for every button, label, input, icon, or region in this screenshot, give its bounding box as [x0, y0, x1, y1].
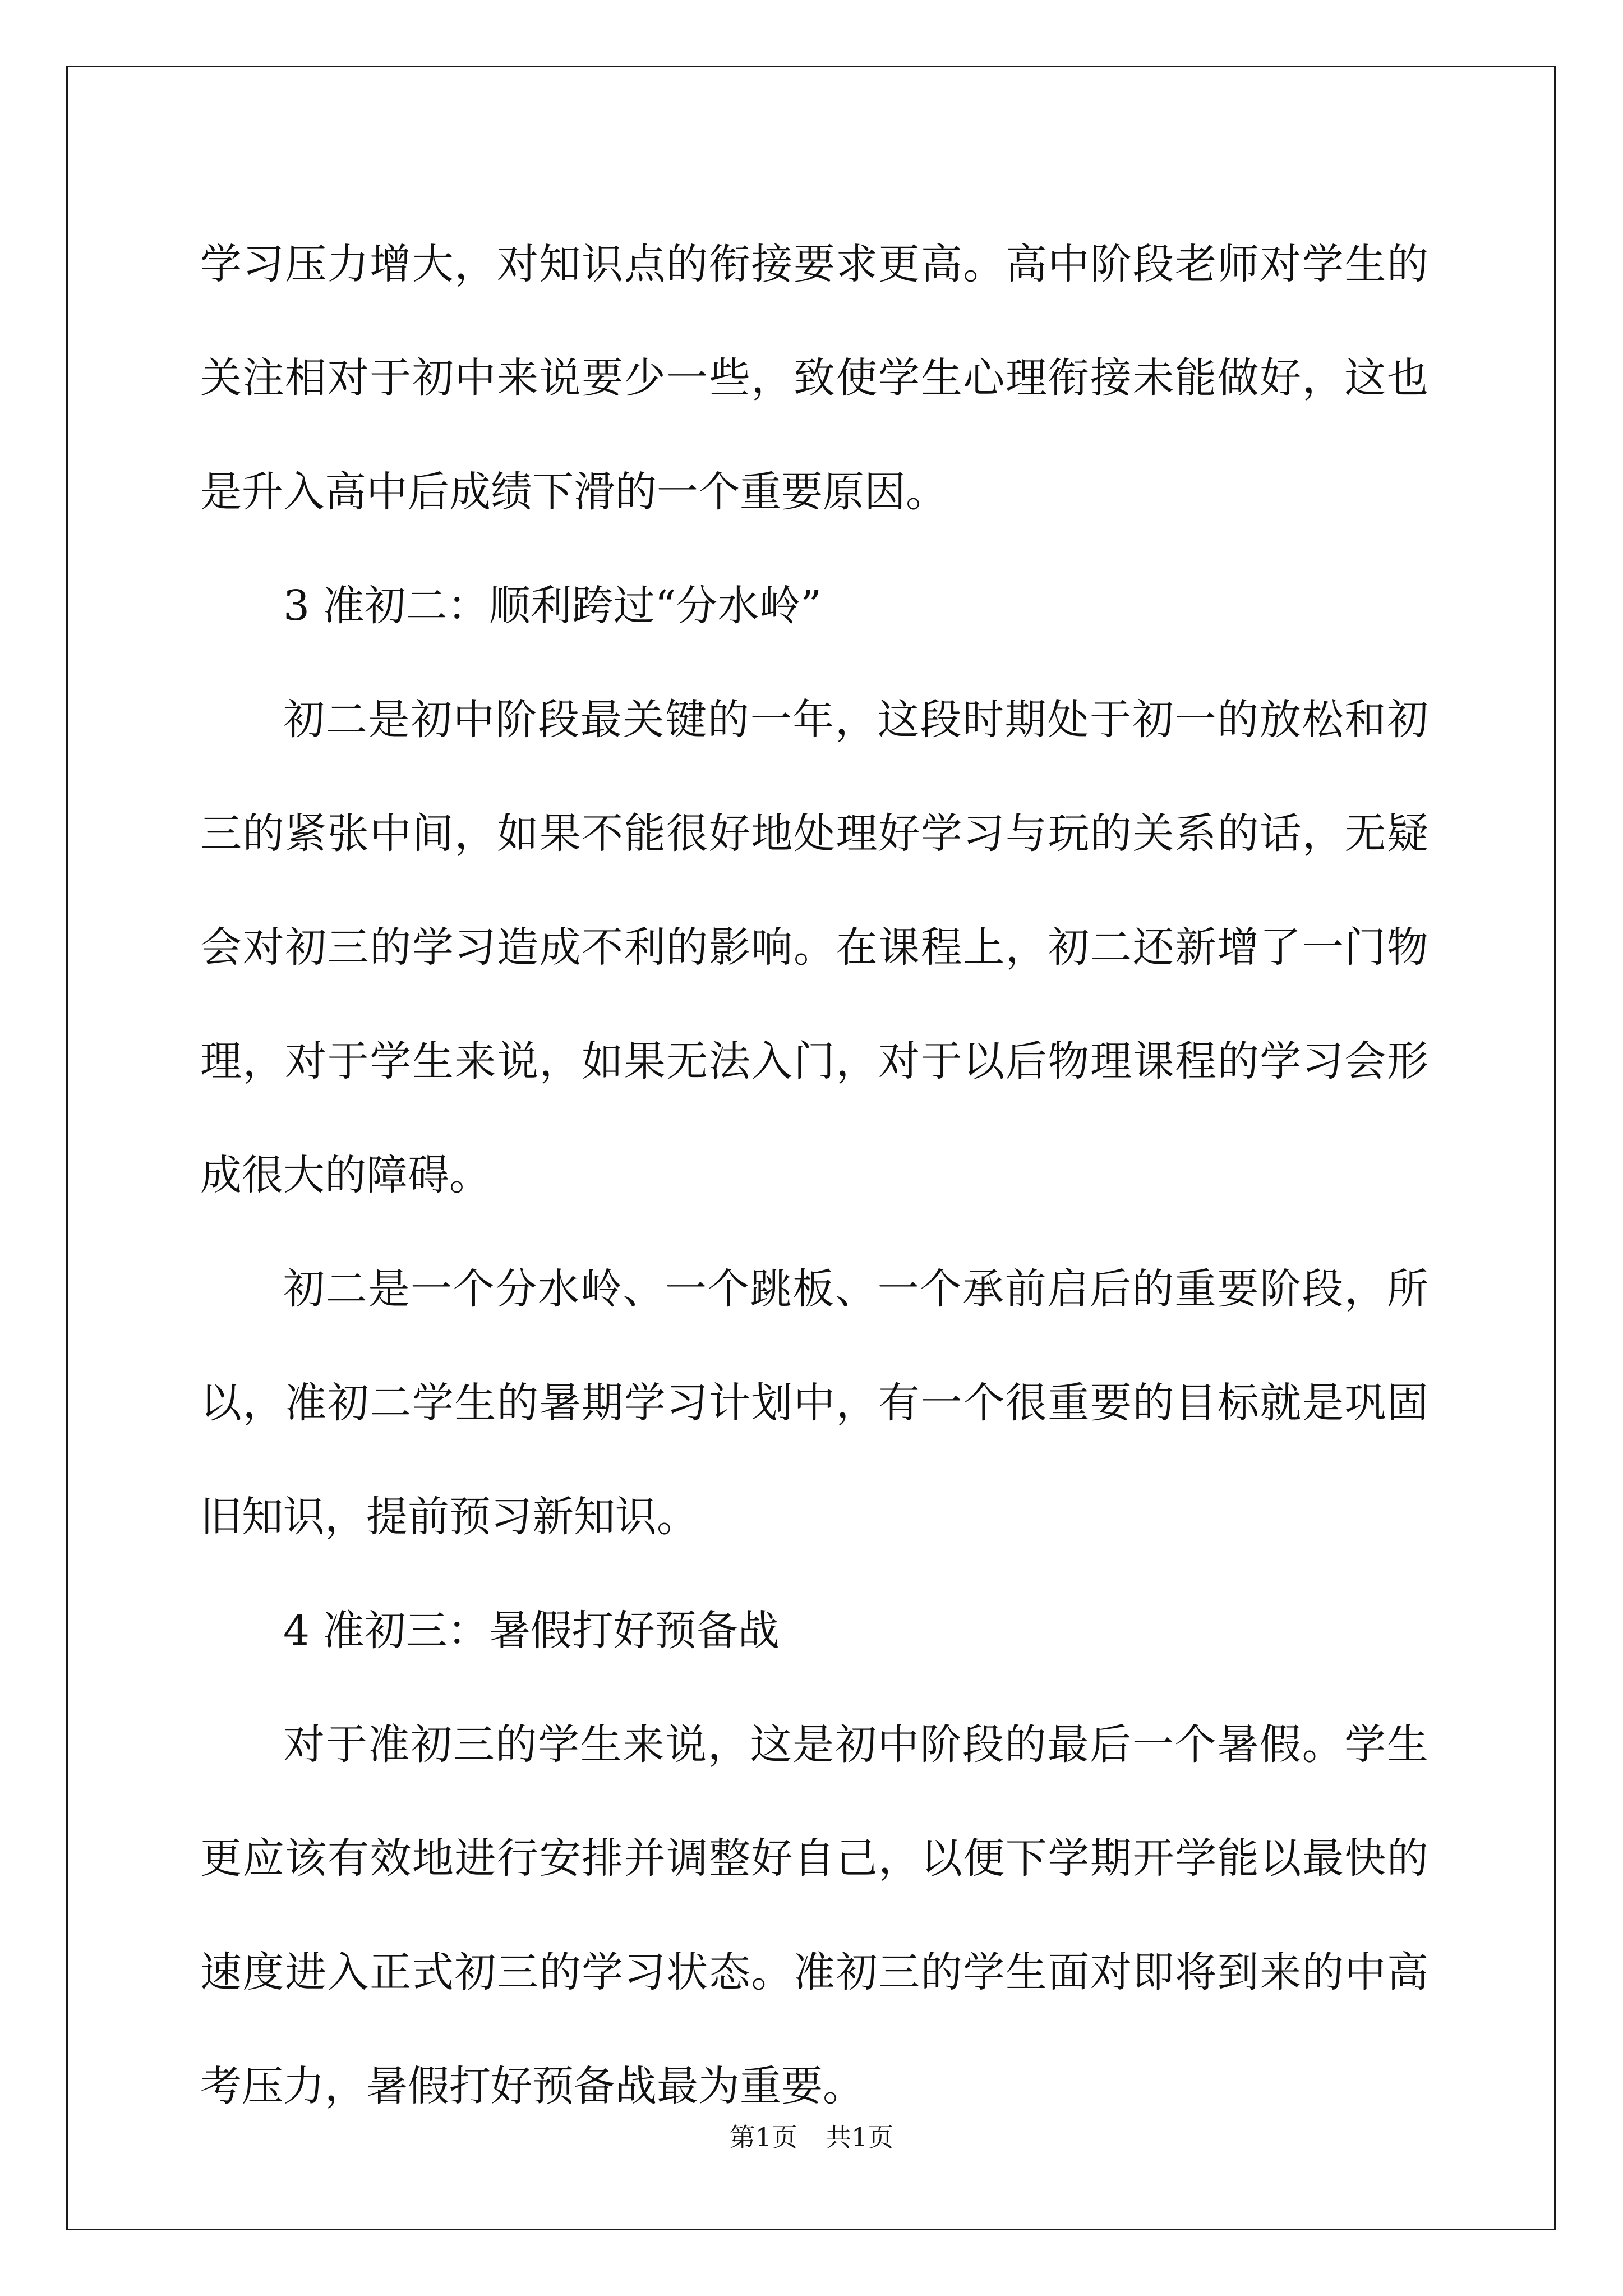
page-number: 第1页: [729, 2122, 797, 2152]
section-heading-3: 3 准初二：顺利跨过“分水岭”: [283, 582, 822, 630]
paragraph: 初二是初中阶段最关键的一年，这段时期处于初一的放松和初三的紧张中间，如果不能很好地处理好学习与玩的关系的话，无疑会对初三的学习造成不利的影响。在课程上，初二还新增了一门物理，对于学生来说，如果无法入门，对于以后物理课程的学习会形成很大的障碍。: [200, 696, 1428, 1199]
section-heading-4: 4 准初三：暑假打好预备战: [283, 1607, 780, 1655]
paragraph: 对于准初三的学生来说，这是初中阶段的最后一个暑假。学生更应该有效地进行安排并调整好自己，以便下学期开学能以最快的速度进入正式初三的学习状态。准初三的学生面对即将到来的中高考压力，暑假打好预备战最为重要。: [200, 1720, 1428, 2110]
document-body: [200, 208, 1428, 2143]
paragraph-continued: 学习压力增大，对知识点的衔接要求更高。高中阶段老师对学生的关注相对于初中来说要少一些，致使学生心理衔接未能做好，这也是升入高中后成绩下滑的一个重要原因。: [200, 240, 1428, 516]
paragraph: 初二是一个分水岭、一个跳板、一个承前启后的重要阶段，所以，准初二学生的暑期学习计划中，有一个很重要的目标就是巩固旧知识，提前预习新知识。: [200, 1265, 1428, 1541]
page-footer: [0, 2120, 1623, 2154]
page-total: 共1页: [826, 2122, 894, 2152]
